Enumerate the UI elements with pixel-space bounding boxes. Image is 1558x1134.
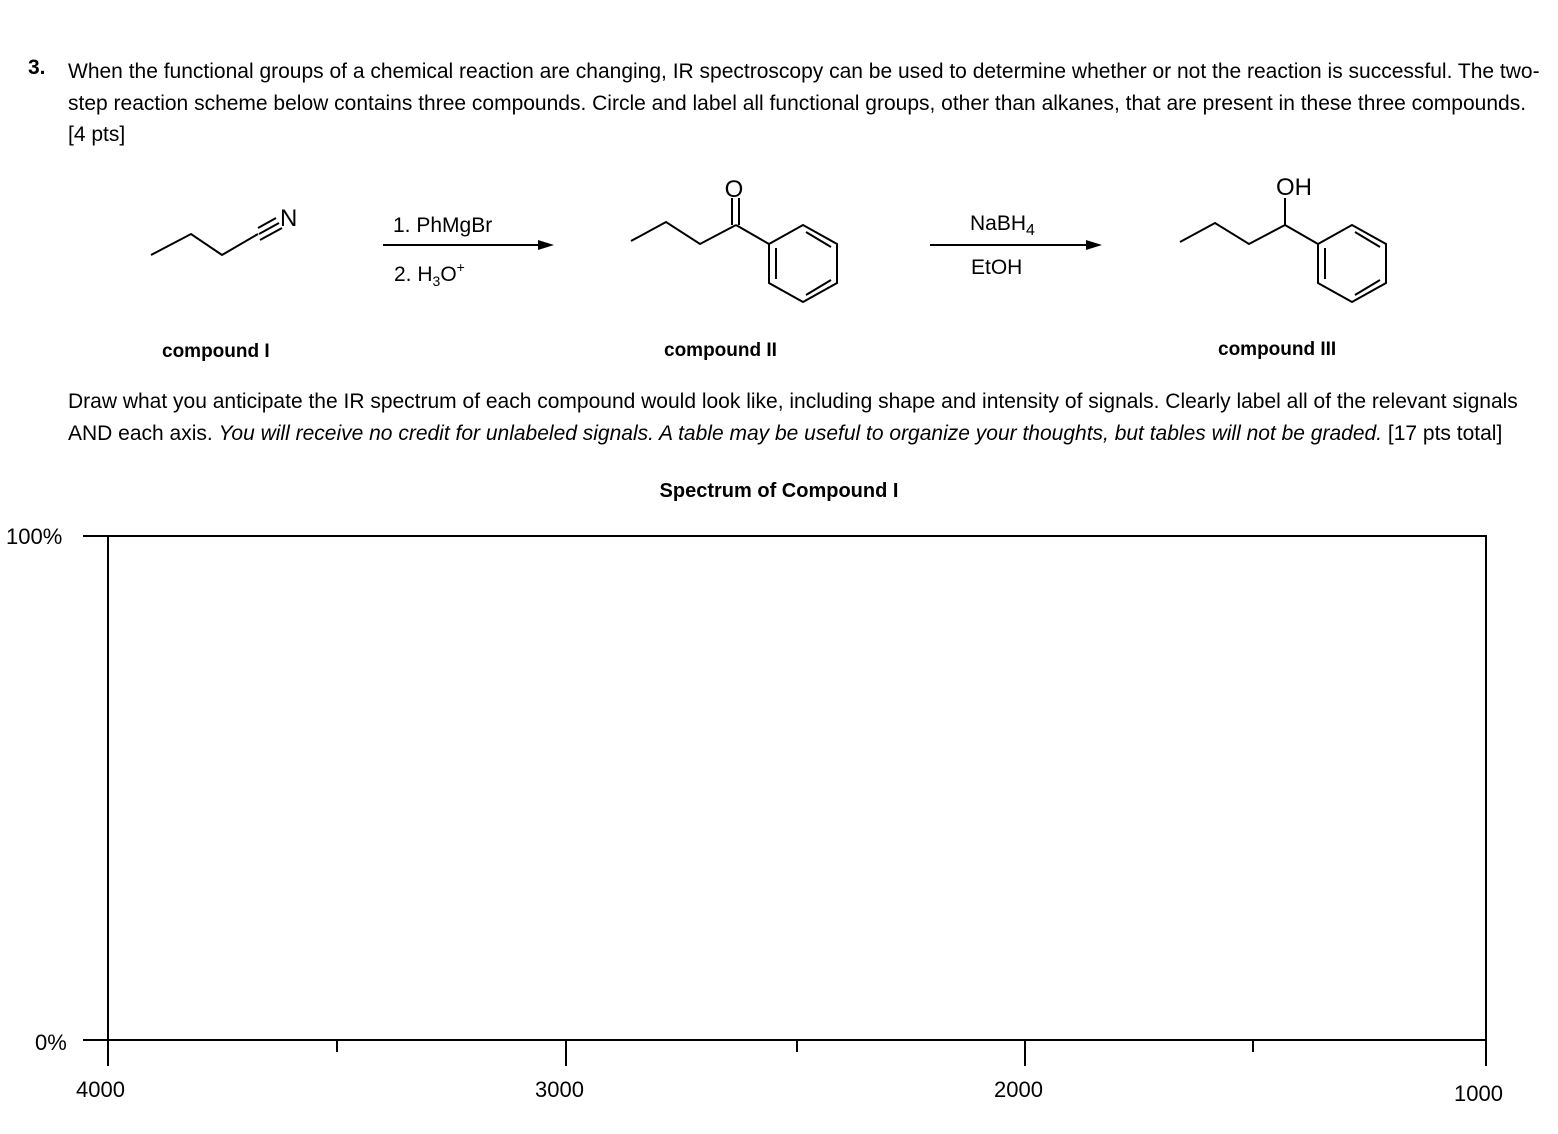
step1-reagent-2: 2. $H_3O^+$ [394,259,465,289]
step2-reagent-bottom: EtOH [971,256,1023,279]
step1-reagent-1: 1. PhMgBr [393,214,493,237]
carbonyl-o-label: O [724,176,744,203]
step2-reagent-top: NaBH$_4$ [970,212,1035,239]
question-number: 3. [28,56,46,79]
instructions-italic: You will receive no credit for unlabeled signals. A table may be useful to organize your thoughts, but tables will not be graded. [218,421,1383,445]
x-tick-4000: 4000 [76,1077,125,1102]
x-tick-3000: 3000 [535,1077,584,1102]
y-axis-bottom-label: 0% [35,1030,67,1055]
instructions-points: [17 pts total] [1382,421,1503,445]
hydroxyl-oh-label: OH [1276,174,1312,201]
compound-3-label: compound III [1218,339,1337,360]
compound-2-label: compound II [664,340,777,361]
spectrum-title: Spectrum of Compound I [659,480,899,502]
instructions-plain: Draw what you anticipate the IR spectrum of each compound would look like, including shape and intensity of signals. Clearly label all of the relevant signals AND each axis. [68,390,1518,445]
compound-1-label: compound I [162,341,270,362]
x-tick-2000: 2000 [994,1077,1043,1102]
nitrile-n-label: N [280,205,298,232]
x-tick-1000: 1000 [1454,1081,1503,1106]
question-text: When the functional groups of a chemical reaction are changing, IR spectroscopy can be used to determine whether or not the reaction is successful. The two-step reaction scheme below contains three compounds. Circle and label all functional groups, other than alkanes, that are present in these three compounds. [4 pts] [68,60,1540,146]
y-axis-top-label: 100% [6,524,63,549]
